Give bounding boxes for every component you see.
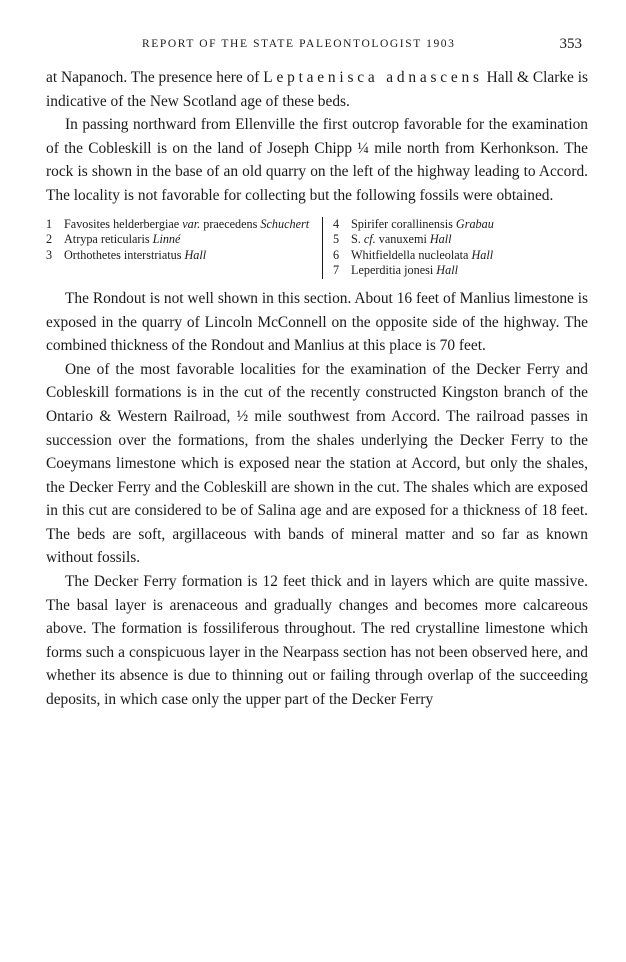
fossil-name: Orthothetes interstriatus	[64, 247, 185, 262]
fossil-name: Spirifer corallinensis	[351, 216, 456, 231]
fossil-item	[46, 217, 314, 233]
fossil-qualifier: var.	[182, 216, 201, 231]
paragraph-1-text-a: at Napanoch. The presence here of	[46, 69, 264, 86]
fossil-author: Hall	[184, 247, 207, 262]
fossil-name: S.	[351, 232, 364, 247]
fossil-name: Atrypa reticularis	[64, 232, 153, 247]
paragraph-1	[46, 66, 588, 113]
fossil-name: Whitfieldella nucleolata	[351, 247, 472, 262]
fossil-number: 5	[333, 232, 340, 247]
fossil-item	[46, 232, 314, 248]
species-name-spaced: Leptaenisca adnascens	[263, 69, 483, 86]
fossil-item	[46, 248, 314, 264]
paragraph-5: The Decker Ferry formation is 12 feet thick and in layers which are quite massive. The basal layer is arenaceous and gradually changes and becomes more calcareous above. The formation is fossiliferous throughout. The red crystalline limestone which forms such a conspicuous layer in the Nearpass section has not been observed here, and whether its absence is due to thinning out or failing through overlap of the succeeding deposits, in which case only the upper part of the Decker Ferry	[46, 573, 588, 709]
paragraph-4: One of the most favorable localities for the examination of the Decker Ferry and Cobleskill formations is in the cut of the recently constructed Kingston branch of the Ontario & Western Railroad, ½ mile southwest from Accord. The railroad passes in succession over the formations, from the shales underlying the Decker Ferry to the Coeymans limestone which is exposed near the station at Accord, but only the shales, the Decker Ferry and the Cobleskill are shown in the cut. The shales which are exposed in this cut are considered to be of Salina age and are exposed for a thickness of 18 feet. The beds are soft, argillaceous with bands of mineral matter and so far as known without fossils.	[46, 360, 588, 567]
fossil-item	[333, 232, 588, 248]
page-number: 353	[559, 36, 582, 52]
fossil-item	[333, 263, 588, 279]
fossil-name: Favosites helderbergiae	[64, 216, 183, 231]
fossil-number: 4	[333, 216, 340, 231]
fossil-number: 1	[46, 216, 53, 231]
fossil-name-part2: praecedens	[200, 216, 261, 231]
fossil-number: 7	[333, 263, 340, 278]
fossil-number: 3	[46, 247, 53, 262]
paragraph-3: The Rondout is not well shown in this section. About 16 feet of Manlius limestone is exposed in the quarry of Lincoln McConnell on the opposite side of the highway. The combined thickness of the Rondout and Manlius at this place is 70 feet.	[46, 289, 588, 355]
paragraph-2: In passing northward from Ellenville the first outcrop favorable for the examination of the Cobleskill is on the land of Joseph Chipp ¼ mile north from Kerhonkson. The rock is shown in the base of an old quarry on the left of the highway leading to Accord. The locality is not favorable for collecting but the following fossils were obtained.	[46, 116, 588, 204]
fossil-list	[46, 217, 588, 279]
fossil-author: Grabau	[455, 216, 494, 231]
fossil-author: Hall	[429, 232, 452, 247]
fossil-author: Hall	[436, 263, 458, 278]
fossil-author: Hall	[471, 247, 494, 262]
fossil-number: 6	[333, 247, 340, 262]
fossil-name-part2: vanuxemi	[375, 232, 430, 247]
fossil-author: Schuchert	[260, 216, 310, 231]
fossil-number: 2	[46, 232, 53, 247]
running-head: REPORT OF THE STATE PALEONTOLOGIST 1903	[142, 38, 456, 50]
paragraph-1-text-b: Hall & Clarke is indicative of the New Scotland age of these beds.	[46, 69, 588, 110]
fossil-qualifier: cf.	[363, 232, 376, 247]
fossil-author: Linné	[152, 232, 181, 247]
page-header	[46, 36, 586, 56]
fossil-name: Leperditia jonesi	[351, 263, 437, 278]
fossil-list-right-column	[322, 217, 588, 279]
fossil-item	[333, 248, 588, 264]
fossil-item	[333, 217, 588, 233]
fossil-list-left-column	[46, 217, 322, 279]
body-text	[46, 66, 588, 712]
